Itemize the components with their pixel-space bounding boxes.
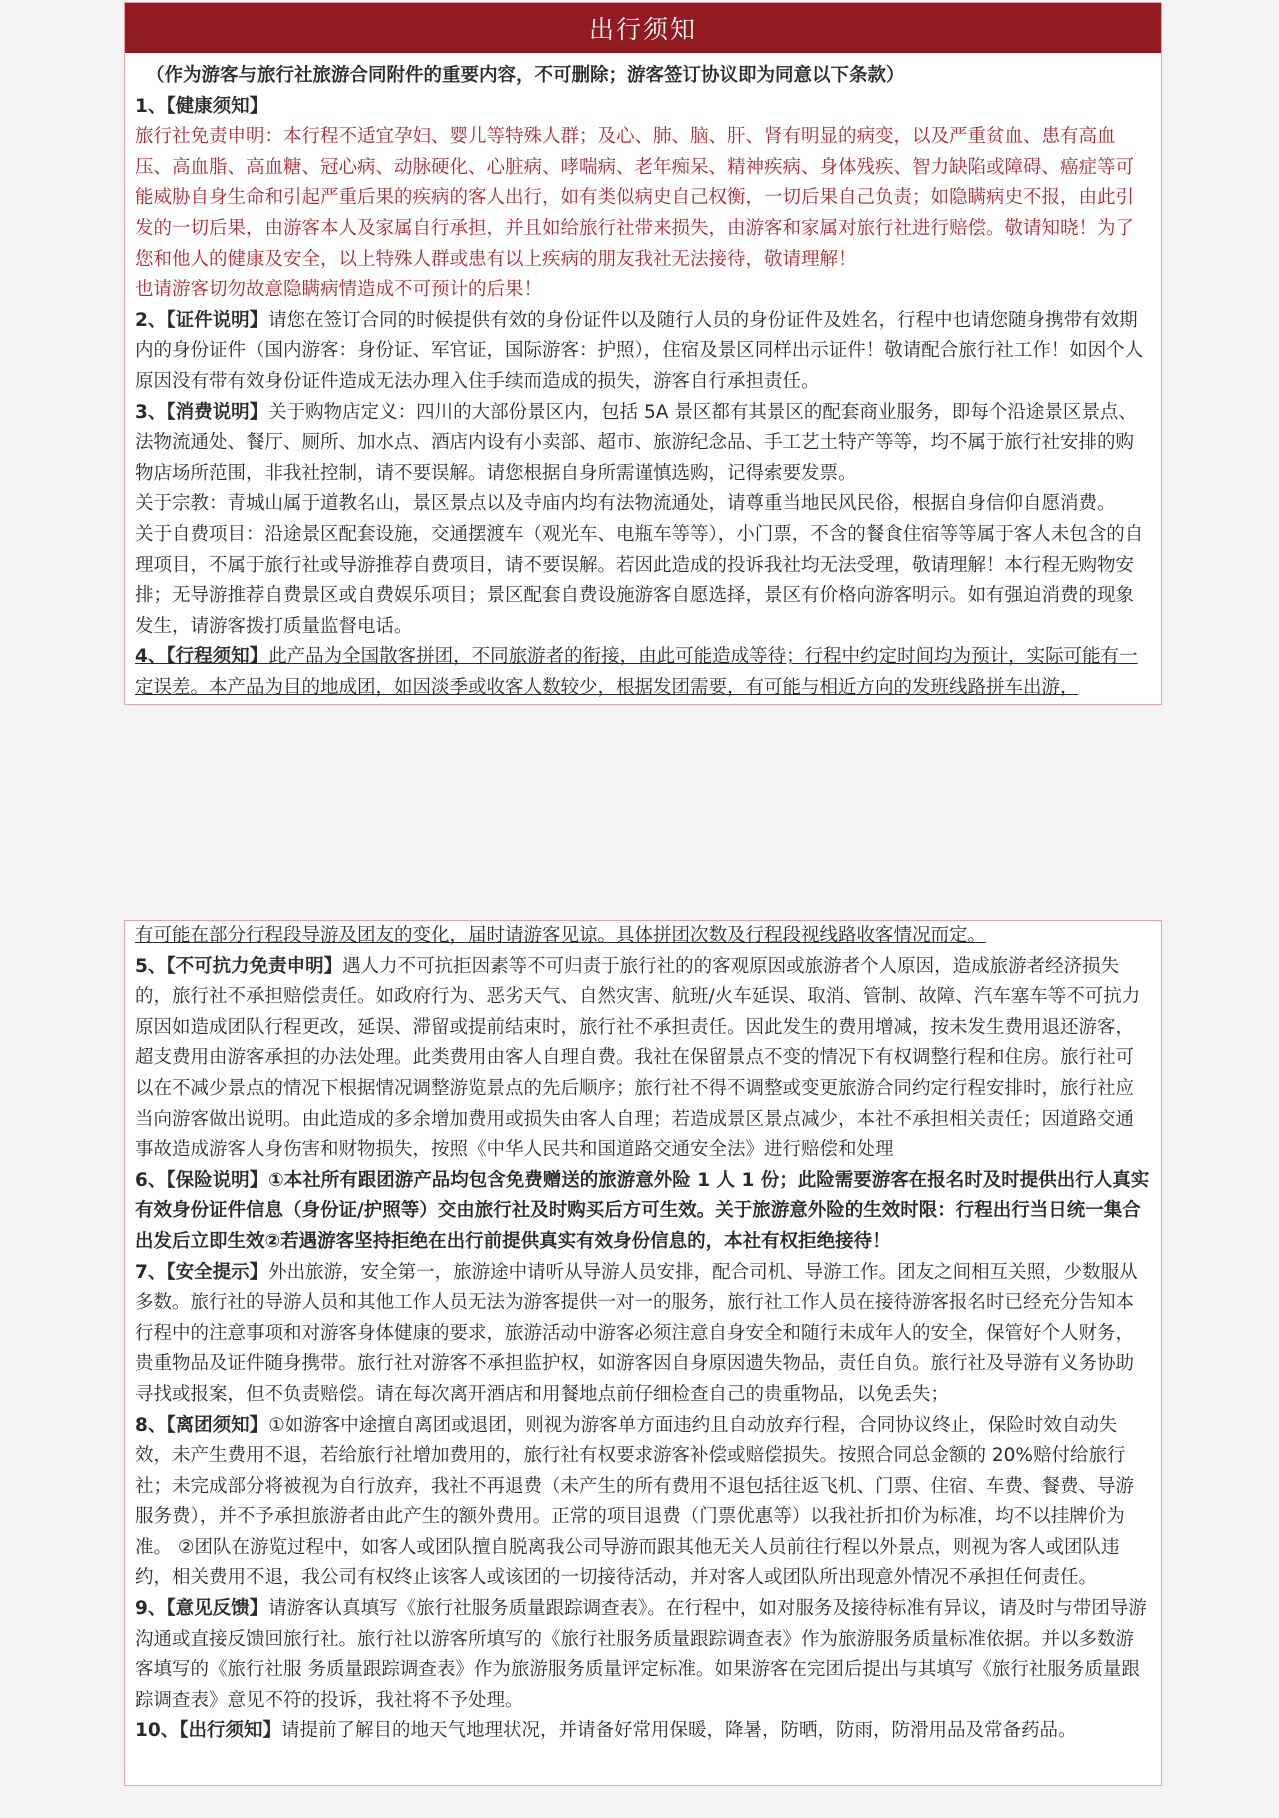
id-text: 请您在签订合同的时候提供有效的身份证件以及随行人员的身份证件及姓名，行程中也请您随身携带有效期内的身份证件（国内游客：身份证、军官证，国际游客：护照），住宿及景区同样出示证件！敬请配合旅行社工作！如因个人原因没有带有效身份证件造成无法办理入住手续而造成的损失，游客自行承担责任。 [135,309,1144,392]
leaving-text: ①如游客中途擅自离团或退团，则视为游客单方面违约且自动放弃行程，合同协议终止，保险时效自动失效，未产生费用不退，若给旅行社增加费用的，旅行社有权要求游客补偿或赔偿损失。按照合同总金额的 20%赔付给旅行社；未完成部分将被视为自行放弃，我社不再退费（未产生的所有费用不退包括往返飞机、门票、住宿、车费、餐费、导游服务费），并不予承担旅游者由此产生的额外费用。正常的项目退费（门票优惠等）以我社折扣价为标准，均不以挂牌价为准。 ②团队在游览过程中，如客人或团队擅自脱离我公司导游而跟其他无关人员前往行程以外景点，则视为客人或团队违约，相关费用不退，我公司有权终止该客人或该团的一切接待活动，并对客人或团队所出现意外情况不承担任何责任。 [135,1414,1135,1589]
document-page-1 [124,2,1162,705]
page-1-body [125,53,1161,703]
section-spending [135,398,1151,490]
section-id-documents [135,306,1151,398]
section-insurance: 6、【保险说明】①本社所有跟团游产品均包含免费赠送的旅游意外险 1 人 1 份；此险需要游客在报名时及时提供出行人真实有效身份证件信息（身份证/护照等）交由旅行社及时购买后方可生效。关于旅游意外险的生效时限：行程出行当日统一集合出发后立即生效②若遇游客坚持拒绝在出行前提供真实有效身份信息的，本社有权拒绝接待！ [135,1169,1150,1252]
safety-text: 外出旅游，安全第一，旅游途中请听从导游人员安排，配合司机、导游工作。团友之间相互关照，少数服从多数。旅行社的导游人员和其他工作人员无法为游客提供一对一的服务，旅行社工作人员在接待游客报名时已经充分告知本行程中的注意事项和对游客身体健康的要求，旅游活动中游客必须注意自身安全和随行未成年人的安全，保管好个人财务，贵重物品及证件随身携带。旅行社对游客不承担监护权，如游客因自身原因遗失物品，责任自负。旅行社及导游有义务协助寻找或报案，但不负责赔偿。请在每次离开酒店和用餐地点前仔细检查自己的贵重物品，以免丢失； [135,1261,1138,1405]
section-heading-safety: 7、【安全提示】 [135,1261,269,1283]
section-itinerary [135,642,1151,703]
section-heading-spending: 3、【消费说明】 [135,401,269,423]
page-2-body [125,921,1161,1747]
health-warning: 也请游客切勿故意隐瞒病情造成不可预计的后果！ [135,279,543,301]
section-safety [135,1258,1151,1411]
page-title [125,3,1161,53]
document-page-2 [124,920,1162,1786]
section-heading-itinerary: 4、【行程须知】 [135,646,269,668]
health-disclaimer: 旅行社免责申明：本行程不适宜孕妇、婴儿等特殊人群；及心、肺、脑、肝、肾有明显的病变，以及严重贫血、患有高血压、高血脂、高血糖、冠心病、动脉硬化、心脏病、哮喘病、老年痴呆、精神疾病、身体残疾、智力缺陷或障碍、癌症等可能威胁自身生命和引起严重后果的疾病的客人出行，如有类似病史自己权衡，一切后果自己负责；如隐瞒病史不报，由此引发的一切后果，由游客本人及家属自行承担，并且如给旅行社带来损失，由游客和家属对旅行社进行赔偿。敬请知晓！为了您和他人的健康及安全，以上特殊人群或患有以上疾病的朋友我社无法接待，敬请理解！ [135,126,1135,270]
section-heading-health: 1、【健康须知】 [135,95,269,117]
spending-religion: 关于宗教：青城山属于道教名山，景区景点以及寺庙内均有法物流通处，请尊重当地民风民俗，根据自身信仰自愿消费。 [135,493,1116,515]
section-feedback [135,1594,1151,1716]
document-subtitle: （作为游客与旅行社旅游合同附件的重要内容，不可删除；游客签订协议即为同意以下条款） [146,65,905,86]
itinerary-text-part2: 有可能在部分行程段导游及团友的变化，届时请游客见谅。具体拼团次数及行程段视线路收客情况而定。 [135,925,987,946]
spending-self-pay: 关于自费项目：沿途景区配套设施，交通摆渡车（观光车、电瓶车等等），小门票，不含的餐食住宿等等属于客人未包含的自理项目，不属于旅行社或导游推荐自费项目，请不要误解。若因此造成的投诉我社均无法受理，敬请理解！本行程无购物安排；无导游推荐自费景区或自费娱乐项目；景区配套自费设施游客自愿选择，景区有价格向游客明示。如有强迫消费的现象发生，请游客拨打质量监督电话。 [135,523,1144,637]
feedback-text: 请游客认真填写《旅行社服务质量跟踪调查表》。在行程中，如对服务及接待标准有异议，请及时与带团导游沟通或直接反馈回旅行社。旅行社以游客所填写的《旅行社服务质量跟踪调查表》作为旅游服务质量标准依据。并以多数游客填写的《旅行社服 务质量跟踪调查表》作为旅游服务质量评定标准。如果游客在完团后提出与其填写《旅行社服务质量跟踪调查表》意见不符的投诉，我社将不予处理。 [135,1598,1147,1711]
page-title-text: 出行须知 [588,15,697,44]
section-heading-force-majeure: 5、【不可抗力免责申明】 [135,955,343,977]
section-heading-feedback: 9、【意见反馈】 [135,1598,269,1620]
section-travel-tips [135,1716,1151,1747]
itinerary-text-part1: 此产品为全国散客拼团，不同旅游者的衔接，由此可能造成等待；行程中约定时间均为预计，实际可能有一定误差。本产品为目的地成团，如因淡季或收客人数较少，根据发团需要，有可能与相近方向的发班线路拼车出游， [135,646,1138,698]
travel-tips-text: 请提前了解目的地天气地理状况，并请备好常用保暖，降暑，防晒，防雨，防滑用品及常备药品。 [281,1720,1077,1742]
section-heading-travel-tips: 10、【出行须知】 [135,1720,281,1742]
section-leaving [135,1411,1151,1595]
section-force-majeure [135,952,1151,1166]
spending-text: 关于购物店定义：四川的大部份景区内，包括 5A 景区都有其景区的配套商业服务，即每个沿途景区景点、法物流通处、餐厅、厕所、加水点、酒店内设有小卖部、超市、旅游纪念品、手工艺土特产等等，均不属于旅行社安排的购物店场所范围，非我社控制，请不要误解。请您根据自身所需谨慎选购，记得索要发票。 [135,401,1137,484]
section-heading-id: 2、【证件说明】 [135,309,269,331]
section-heading-leaving: 8、【离团须知】 [135,1414,269,1436]
force-majeure-text: 遇人力不可抗拒因素等不可归责于旅行社的的客观原因或旅游者个人原因，造成旅游者经济损失的，旅行社不承担赔偿责任。如政府行为、恶劣天气、自然灾害、航班/火车延误、取消、管制、故障、汽车塞车等不可抗力原因如造成团队行程更改，延误、滞留或提前结束时，旅行社不承担责任。因此发生的费用增减，按未发生费用退还游客，超支费用由游客承担的办法处理。此类费用由客人自理自费。我社在保留景点不变的情况下有权调整行程和住房。旅行社可以在不减少景点的情况下根据情况调整游览景点的先后顺序；旅行社不得不调整或变更旅游合同约定行程安排时，旅行社应当向游客做出说明。由此造成的多余增加费用或损失由客人自理；若造成景区景点减少，本社不承担相关责任；因道路交通事故造成游客人身伤害和财物损失，按照《中华人民共和国道路交通安全法》进行赔偿和处理 [135,955,1141,1161]
